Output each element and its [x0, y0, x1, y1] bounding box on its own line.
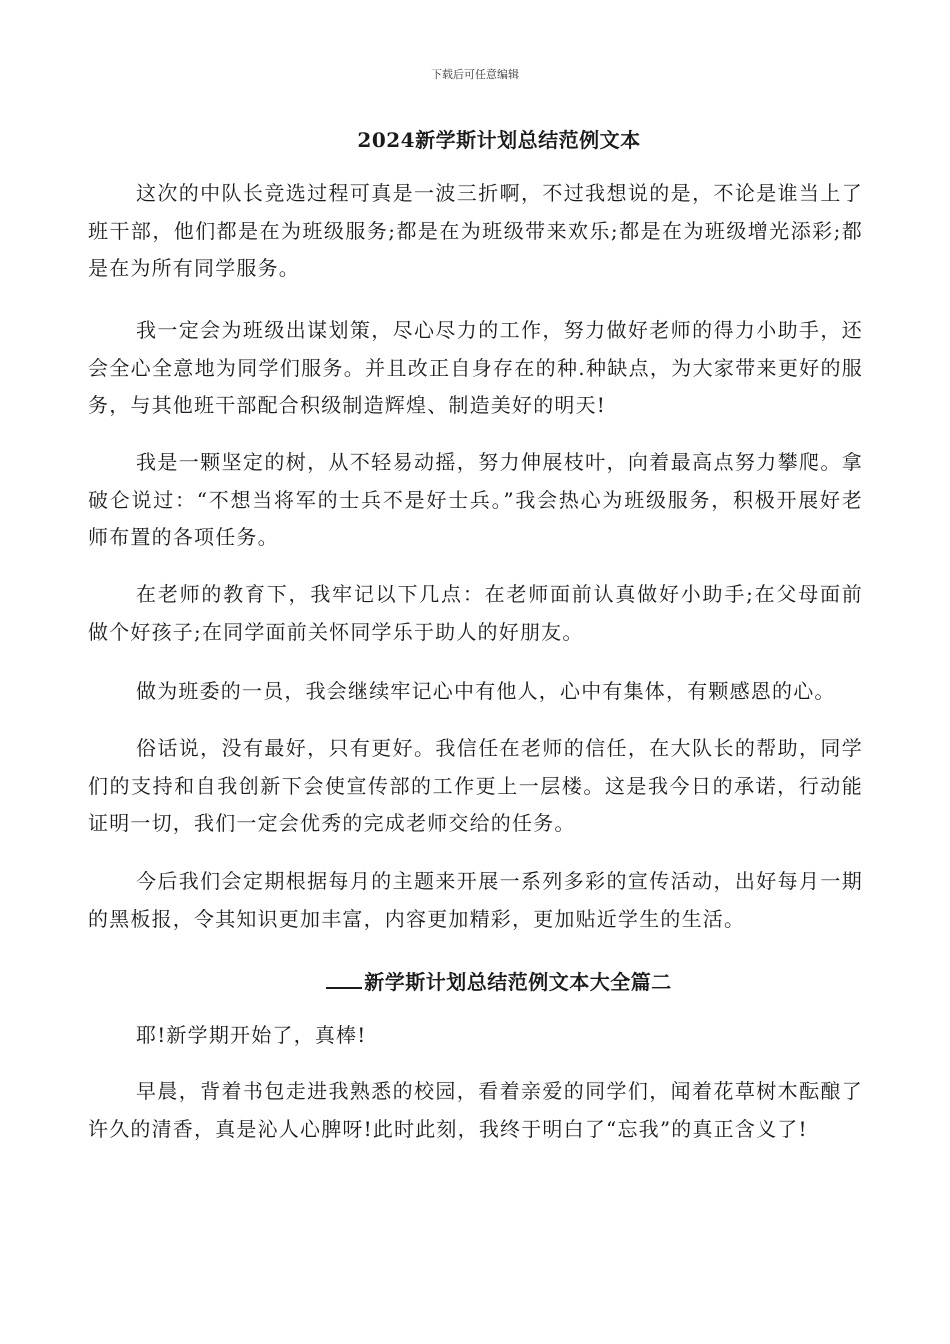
paragraph-1: 这次的中队长竞选过程可真是一波三折啊，不过我想说的是，不论是谁当上了班干部，他们都是在为班级服务;都是在为班级带来欢乐;都是在为班级增光添彩;都是在为所有同学服务。 — [88, 181, 863, 280]
section-subtitle-text: 新学斯计划总结范例文本大全篇二 — [364, 970, 672, 994]
paragraph-9: 早晨，背着书包走进我熟悉的校园，看着亲爱的同学们，闻着花草树木酝酿了许久的清香，真是沁人心脾呀!此时此刻，我终于明白了“忘我”的真正含义了! — [88, 1079, 863, 1141]
section-subtitle — [0, 966, 950, 995]
document-title: 2024新学斯计划总结范例文本 — [357, 128, 641, 152]
paragraph-3: 我是一颗坚定的树，从不轻易动摇，努力伸展枝叶，向着最高点努力攀爬。拿破仑说过：“不想当将军的士兵不是好士兵。”我会热心为班级服务，积极开展好老师布置的各项任务。 — [88, 450, 863, 549]
paragraph-4: 在老师的教育下，我牢记以下几点：在老师面前认真做好小助手;在父母面前做个好孩子;在同学面前关怀同学乐于助人的好朋友。 — [88, 582, 863, 644]
paragraph-6: 俗话说，没有最好，只有更好。我信任在老师的信任，在大队长的帮助，同学们的支持和自我创新下会使宣传部的工作更上一层楼。这是我今日的承诺，行动能证明一切，我们一定会优秀的完成老师交给的任务。 — [88, 736, 863, 835]
paragraph-8: 耶!新学期开始了，真棒! — [136, 1023, 367, 1047]
header-note: 下载后可任意编辑 — [431, 68, 519, 81]
paragraph-2: 我一定会为班级出谋划策，尽心尽力的工作，努力做好老师的得力小助手，还会全心全意地为同学们服务。并且改正自身存在的种.种缺点，为大家带来更好的服务，与其他班干部配合积级制造辉煌、制造美好的明天! — [88, 318, 863, 417]
paragraph-7: 今后我们会定期根据每月的主题来开展一系列多彩的宣传活动，出好每月一期的黑板报，令其知识更加丰富，内容更加精彩，更加贴近学生的生活。 — [88, 869, 863, 931]
paragraph-5: 做为班委的一员，我会继续牢记心中有他人，心中有集体，有颗感恩的心。 — [136, 679, 836, 703]
title-blank-underline — [326, 971, 362, 989]
